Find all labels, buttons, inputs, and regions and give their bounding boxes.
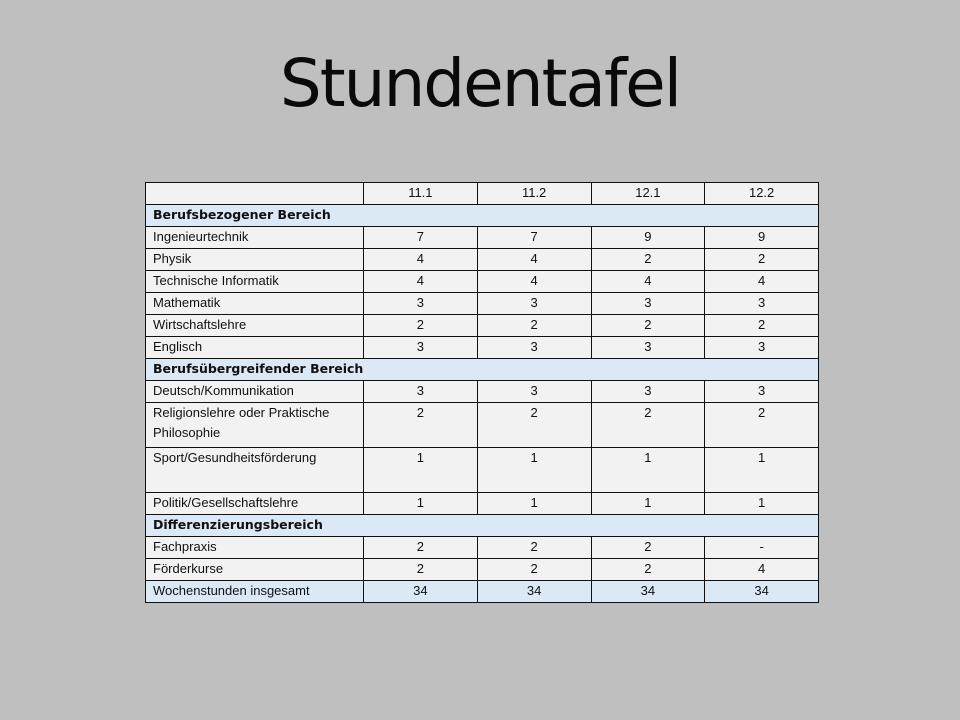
- table-row: [146, 448, 819, 493]
- hours-cell: 2: [477, 315, 591, 337]
- schedule-table: [145, 182, 819, 603]
- subject-cell: Mathematik: [146, 293, 364, 315]
- header-cell-12-2: 12.2: [705, 183, 819, 205]
- table-row: [146, 381, 819, 403]
- hours-cell: 2: [364, 559, 478, 581]
- header-cell-subject: [146, 183, 364, 205]
- hours-cell: 3: [364, 337, 478, 359]
- header-cell-11-2: 11.2: [477, 183, 591, 205]
- hours-cell: 2: [364, 315, 478, 337]
- hours-cell: 1: [364, 448, 478, 493]
- table-row: [146, 249, 819, 271]
- hours-cell: 2: [364, 403, 478, 448]
- hours-cell: 3: [591, 293, 705, 315]
- hours-cell: 2: [477, 537, 591, 559]
- section-label: Differenzierungsbereich: [146, 515, 819, 537]
- hours-cell: 2: [591, 315, 705, 337]
- table-row: [146, 293, 819, 315]
- hours-cell: 4: [705, 559, 819, 581]
- hours-cell: 7: [477, 227, 591, 249]
- hours-cell: 3: [705, 381, 819, 403]
- header-cell-12-1: 12.1: [591, 183, 705, 205]
- hours-cell: 2: [477, 403, 591, 448]
- total-row: [146, 581, 819, 603]
- section-row: [146, 359, 819, 381]
- table-row: [146, 537, 819, 559]
- hours-cell: 1: [364, 493, 478, 515]
- section-row: [146, 205, 819, 227]
- table-row: [146, 271, 819, 293]
- subject-cell: Technische Informatik: [146, 271, 364, 293]
- hours-cell: 3: [591, 337, 705, 359]
- hours-cell: 9: [705, 227, 819, 249]
- hours-cell: 3: [477, 381, 591, 403]
- hours-cell: 3: [477, 337, 591, 359]
- header-row: [146, 183, 819, 205]
- hours-cell: 2: [591, 403, 705, 448]
- hours-cell: 4: [705, 271, 819, 293]
- hours-cell: 2: [364, 537, 478, 559]
- subject-cell: Sport/Gesundheitsförderung: [146, 448, 364, 493]
- section-label: Berufsübergreifender Bereich: [146, 359, 819, 381]
- hours-cell: 2: [591, 559, 705, 581]
- table-row: [146, 337, 819, 359]
- hours-cell: 2: [591, 249, 705, 271]
- subject-cell: Deutsch/Kommunikation: [146, 381, 364, 403]
- table-row: [146, 315, 819, 337]
- table-row: [146, 403, 819, 448]
- hours-cell: 2: [477, 559, 591, 581]
- hours-cell: 3: [705, 293, 819, 315]
- section-row: [146, 515, 819, 537]
- hours-cell: 1: [705, 493, 819, 515]
- hours-cell: 2: [705, 315, 819, 337]
- subject-cell: Englisch: [146, 337, 364, 359]
- hours-cell: 4: [477, 271, 591, 293]
- hours-cell: 7: [364, 227, 478, 249]
- hours-cell: 4: [364, 271, 478, 293]
- hours-cell: 1: [705, 448, 819, 493]
- hours-cell: 3: [477, 293, 591, 315]
- hours-cell: 2: [705, 249, 819, 271]
- table-row: [146, 559, 819, 581]
- hours-cell: 2: [591, 537, 705, 559]
- hours-cell: 4: [591, 271, 705, 293]
- total-cell: 34: [364, 581, 478, 603]
- page-title: Stundentafel: [279, 45, 681, 122]
- subject-cell: Förderkurse: [146, 559, 364, 581]
- subject-cell: Religionslehre oder Praktische Philosophie: [146, 403, 364, 448]
- total-cell: 34: [591, 581, 705, 603]
- hours-cell: 3: [364, 293, 478, 315]
- hours-cell: -: [705, 537, 819, 559]
- subject-cell: Politik/Gesellschaftslehre: [146, 493, 364, 515]
- subject-cell: Ingenieurtechnik: [146, 227, 364, 249]
- hours-cell: 3: [364, 381, 478, 403]
- header-cell-11-1: 11.1: [364, 183, 478, 205]
- table-row: [146, 493, 819, 515]
- hours-cell: 1: [477, 493, 591, 515]
- total-label: Wochenstunden insgesamt: [146, 581, 364, 603]
- table-row: [146, 227, 819, 249]
- hours-cell: 4: [364, 249, 478, 271]
- hours-cell: 2: [705, 403, 819, 448]
- total-cell: 34: [705, 581, 819, 603]
- subject-cell: Fachpraxis: [146, 537, 364, 559]
- hours-cell: 1: [591, 448, 705, 493]
- subject-cell: Wirtschaftslehre: [146, 315, 364, 337]
- section-label: Berufsbezogener Bereich: [146, 205, 819, 227]
- hours-cell: 1: [477, 448, 591, 493]
- hours-cell: 3: [705, 337, 819, 359]
- hours-cell: 3: [591, 381, 705, 403]
- hours-cell: 9: [591, 227, 705, 249]
- hours-cell: 4: [477, 249, 591, 271]
- subject-cell: Physik: [146, 249, 364, 271]
- hours-cell: 1: [591, 493, 705, 515]
- total-cell: 34: [477, 581, 591, 603]
